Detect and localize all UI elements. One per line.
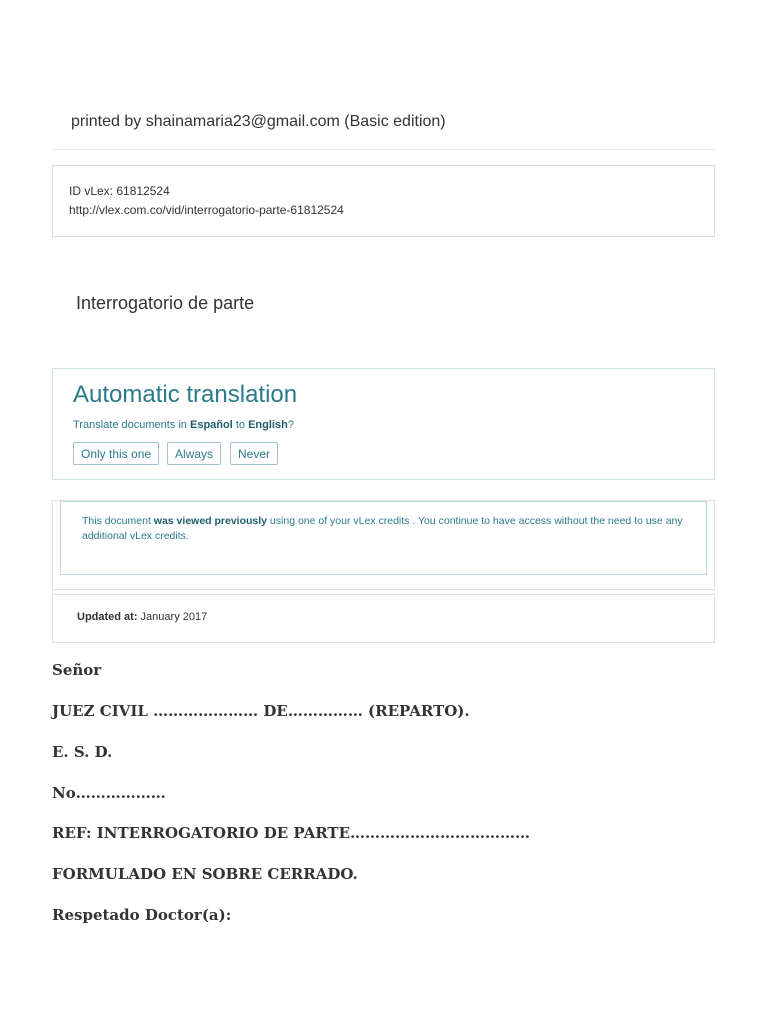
updated-value: January 2017	[137, 611, 208, 623]
updated-panel	[52, 594, 715, 643]
vlex-id: ID vLex: 61812524	[69, 184, 170, 198]
body-line-esd: E. S. D.	[52, 743, 113, 761]
viewed-rest: using one of your vLex credits . You continue to have access without the need to use any additional vLex credits.	[82, 515, 683, 542]
translation-heading: Automatic translation	[73, 381, 298, 408]
top-divider	[52, 149, 715, 150]
target-language: English	[248, 419, 288, 431]
printed-by-line: printed by shainamaria23@gmail.com (Basic edition)	[71, 113, 446, 130]
body-line-number: No………………	[52, 784, 166, 802]
body-line-judge: JUEZ CIVIL ………………… DE…………… (REPARTO).	[52, 702, 470, 720]
only-this-one-button[interactable]: Only this one	[73, 442, 159, 465]
viewed-prefix: This document	[82, 515, 154, 527]
always-button[interactable]: Always	[167, 442, 221, 465]
viewed-notice-panel	[52, 500, 715, 590]
source-language: Español	[189, 419, 233, 431]
viewed-notice-text	[82, 514, 692, 544]
body-line-salutation: Señor	[52, 661, 102, 679]
body-line-greeting: Respetado Doctor(a):	[52, 906, 232, 924]
id-box	[52, 165, 715, 237]
updated-text	[77, 611, 207, 623]
document-url: http://vlex.com.co/vid/interrogatorio-parte-61812524	[69, 203, 344, 217]
body-line-reference: REF: INTERROGATORIO DE PARTE………………………………	[52, 824, 531, 842]
never-button[interactable]: Never	[230, 442, 278, 465]
viewed-notice-inner	[60, 501, 707, 575]
viewed-emphasis: was viewed previously	[153, 515, 268, 527]
translation-panel	[52, 368, 715, 480]
translation-connector: to	[232, 419, 249, 431]
translation-prefix: Translate documents in	[73, 419, 190, 431]
updated-label: Updated at:	[77, 611, 138, 623]
page-title: Interrogatorio de parte	[76, 293, 255, 313]
translation-suffix: ?	[287, 419, 294, 431]
body-line-sealed: FORMULADO EN SOBRE CERRADO.	[52, 865, 358, 883]
translation-prompt	[73, 419, 294, 431]
